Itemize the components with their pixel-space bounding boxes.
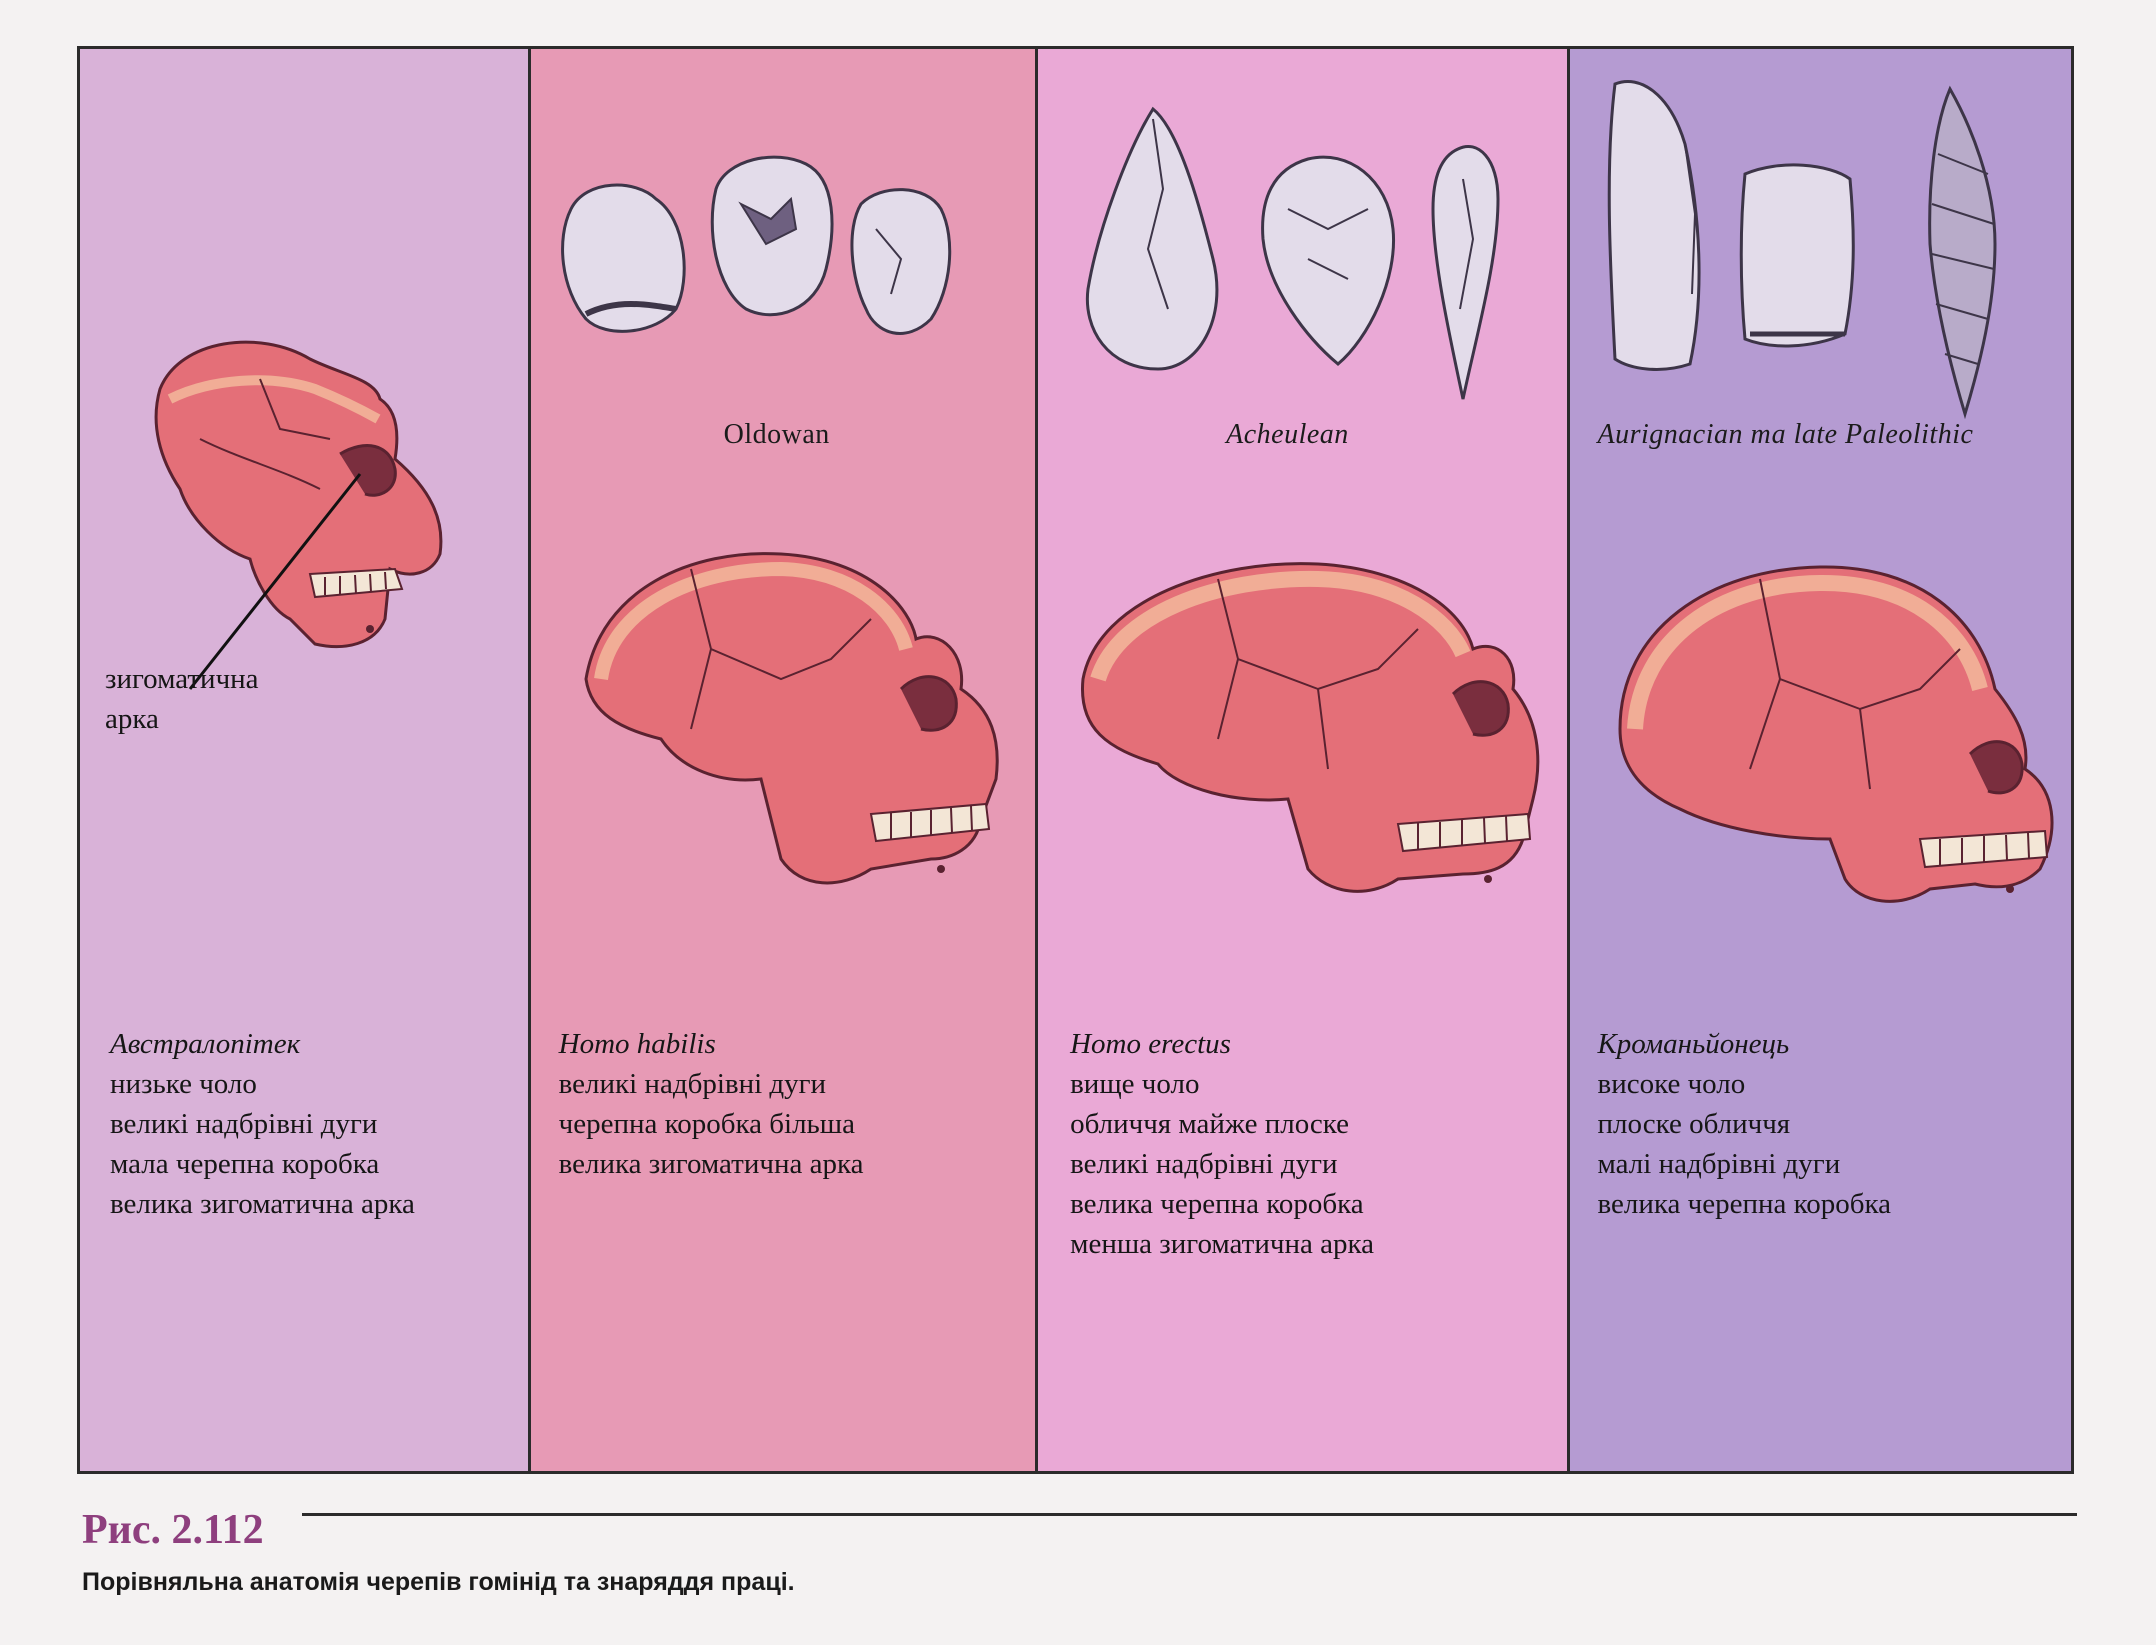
feature-item: низьке чоло — [110, 1068, 257, 1100]
homo-erectus-skull-illustration — [1068, 539, 1548, 949]
feature-item: вище чоло — [1070, 1068, 1200, 1100]
caption-australopithecus — [110, 1024, 415, 1224]
feature-item: мала черепна коробка — [110, 1148, 380, 1180]
feature-item: обличчя майже плоске — [1070, 1108, 1350, 1140]
annotation-line-1: зигоматична — [105, 663, 259, 695]
figure-caption: Порівняльна анатомія черепів гомінід та знаряддя праці. — [82, 1568, 795, 1596]
figure-number: Рис. 2.112 — [82, 1507, 264, 1553]
panel-homo-erectus — [1035, 49, 1566, 1471]
tool-culture-label: Aurignacian та late Paleolithic — [1597, 419, 1974, 450]
feature-item: черепна коробка більша — [558, 1108, 855, 1140]
species-name: Австралопітек — [110, 1028, 301, 1060]
caption-cro-magnon — [1598, 1024, 1892, 1224]
feature-item: велика зигоматична арка — [558, 1148, 864, 1180]
feature-item: малі надбрівні дуги — [1597, 1148, 1841, 1180]
feature-item: високе чоло — [1597, 1068, 1746, 1100]
annotation-line-2: арка — [105, 703, 159, 735]
figure-panels — [77, 46, 2074, 1474]
panel-homo-habilis — [528, 49, 1035, 1471]
tool-culture-label: Oldowan — [723, 419, 830, 450]
species-name: Homo erectus — [1070, 1028, 1231, 1060]
species-name: Кроманьйонець — [1597, 1028, 1790, 1060]
feature-item: великі надбрівні дуги — [110, 1108, 378, 1140]
panel-cro-magnon — [1567, 49, 2071, 1471]
zygomatic-arch-label — [105, 659, 259, 739]
feature-item: великі надбрівні дуги — [558, 1068, 827, 1100]
feature-item: велика черепна коробка — [1597, 1188, 1892, 1220]
homo-habilis-skull-illustration — [571, 529, 1011, 959]
feature-item: велика зигоматична арка — [110, 1188, 415, 1220]
caption-divider — [302, 1513, 2077, 1516]
oldowan-tools-illustration — [546, 109, 1016, 409]
feature-item: менша зигоматична арка — [1070, 1228, 1374, 1260]
cro-magnon-skull-illustration — [1600, 539, 2060, 959]
acheulean-tools-illustration — [1068, 89, 1548, 409]
caption-homo-erectus — [1070, 1024, 1374, 1264]
panel-australopithecus — [80, 49, 528, 1471]
tool-culture-label: Acheulean — [1226, 419, 1349, 450]
feature-item: велика черепна коробка — [1070, 1188, 1364, 1220]
feature-item: великі надбрівні дуги — [1070, 1148, 1338, 1180]
aurignacian-tools-illustration — [1600, 64, 2070, 424]
species-name: Homo habilis — [558, 1028, 716, 1060]
feature-item: плоске обличчя — [1597, 1108, 1791, 1140]
caption-homo-habilis — [559, 1024, 864, 1184]
